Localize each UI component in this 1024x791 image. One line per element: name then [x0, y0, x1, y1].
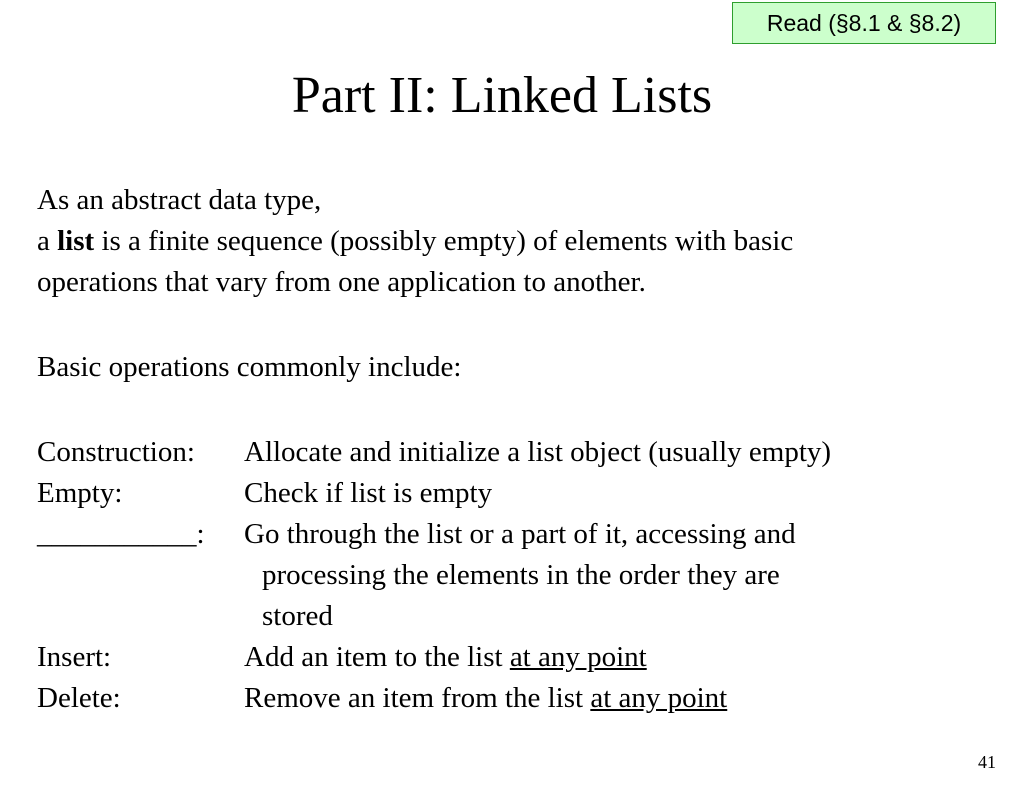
op-insert — [37, 637, 1007, 678]
op-construction-name: Construction: — [37, 436, 195, 468]
slide-body — [37, 180, 1007, 719]
op-insert-name: Insert: — [37, 641, 112, 673]
op-insert-desc-text: Add an item to the list — [244, 641, 510, 673]
op-delete-name: Delete: — [37, 682, 121, 714]
op-traverse-cont-1-text: processing the elements in the order they are — [262, 559, 780, 591]
intro-line-2-rest: is a finite sequence (possibly empty) of elements with basic — [94, 225, 794, 257]
op-delete-underlined: at any point — [590, 682, 728, 714]
intro-line-3: operations that vary from one application to another. — [37, 266, 646, 298]
op-delete-desc-text: Remove an item from the list — [244, 682, 591, 714]
op-traverse-cont-2 — [37, 596, 1007, 637]
op-traverse-cont-2-text: stored — [262, 600, 333, 632]
op-traverse — [37, 514, 1007, 555]
op-construction-desc: Allocate and initialize a list object (usually empty) — [244, 436, 832, 468]
op-empty — [37, 473, 1007, 514]
op-traverse-desc: Go through the list or a part of it, accessing and — [244, 518, 796, 550]
op-insert-desc — [244, 637, 647, 678]
slide-title: Part II: Linked Lists — [291, 67, 713, 124]
intro-line-2-prefix: a — [37, 225, 58, 257]
op-construction — [37, 432, 1007, 473]
op-delete-desc — [244, 678, 727, 719]
op-traverse-cont-1 — [37, 555, 1007, 596]
page-number: 41 — [978, 752, 996, 772]
op-delete — [37, 678, 1007, 719]
op-insert-underlined: at any point — [509, 641, 647, 673]
list-term: list — [57, 225, 95, 257]
op-empty-desc: Check if list is empty — [244, 477, 493, 509]
read-note-box: Read (§8.1 & §8.2) — [732, 2, 996, 44]
intro-line-1: As an abstract data type, — [37, 184, 322, 216]
intro-line-2 — [37, 221, 1007, 262]
basic-ops-heading: Basic operations commonly include: — [37, 351, 462, 383]
op-traverse-blank: ___________: — [37, 518, 205, 550]
op-empty-name: Empty: — [37, 477, 123, 509]
